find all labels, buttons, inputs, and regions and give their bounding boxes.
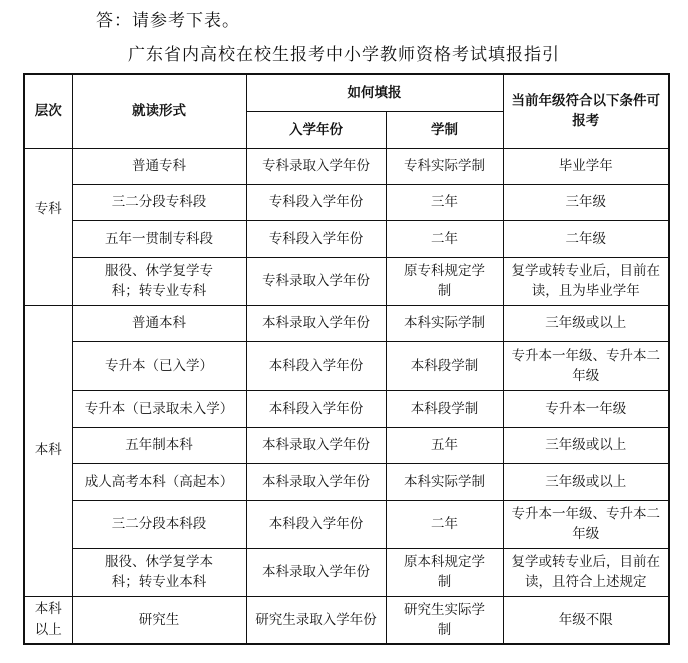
year-cell: 专科录取入学年份 xyxy=(246,257,386,305)
form-cell: 普通本科 xyxy=(72,305,246,341)
system-cell: 五年 xyxy=(386,427,503,463)
system-cell: 原本科规定学制 xyxy=(386,548,503,596)
year-cell: 本科录取入学年份 xyxy=(246,305,386,341)
table-row xyxy=(24,184,669,220)
condition-cell: 三年级或以上 xyxy=(503,427,669,463)
form-cell: 五年一贯制专科段 xyxy=(72,220,246,257)
condition-cell: 毕业学年 xyxy=(503,148,669,184)
condition-cell: 专升本一年级、专升本二年级 xyxy=(503,341,669,390)
system-cell: 研究生实际学制 xyxy=(386,596,503,644)
condition-cell: 三年级或以上 xyxy=(503,463,669,500)
table-row xyxy=(24,257,669,305)
level-cell: 专科 xyxy=(24,148,72,305)
system-cell: 原专科规定学制 xyxy=(386,257,503,305)
form-cell: 服役、休学复学本科；转专业本科 xyxy=(72,548,246,596)
table-row xyxy=(24,341,669,390)
condition-cell: 三年级或以上 xyxy=(503,305,669,341)
level-cell: 本科 xyxy=(24,305,72,596)
form-cell: 五年制本科 xyxy=(72,427,246,463)
table-row xyxy=(24,220,669,257)
year-cell: 本科录取入学年份 xyxy=(246,548,386,596)
system-cell: 二年 xyxy=(386,500,503,548)
header-level: 层次 xyxy=(24,74,72,148)
form-cell: 成人高考本科（高起本） xyxy=(72,463,246,500)
table-row xyxy=(24,548,669,596)
table-row xyxy=(24,463,669,500)
header-year: 入学年份 xyxy=(246,111,386,148)
condition-cell: 三年级 xyxy=(503,184,669,220)
year-cell: 研究生录取入学年份 xyxy=(246,596,386,644)
system-cell: 本科段学制 xyxy=(386,390,503,427)
year-cell: 本科录取入学年份 xyxy=(246,427,386,463)
year-cell: 专科录取入学年份 xyxy=(246,148,386,184)
year-cell: 专科段入学年份 xyxy=(246,220,386,257)
system-cell: 三年 xyxy=(386,184,503,220)
condition-cell: 专升本一年级 xyxy=(503,390,669,427)
form-cell: 专升本（已入学） xyxy=(72,341,246,390)
year-cell: 本科段入学年份 xyxy=(246,500,386,548)
form-cell: 三二分段本科段 xyxy=(72,500,246,548)
system-cell: 本科实际学制 xyxy=(386,463,503,500)
table-title: 广东省内高校在校生报考中小学教师资格考试填报指引 xyxy=(128,45,560,65)
level-cell: 本科以上 xyxy=(24,596,72,644)
table-row xyxy=(24,596,669,644)
header-form: 就读形式 xyxy=(72,74,246,148)
condition-cell: 年级不限 xyxy=(503,596,669,644)
condition-cell: 专升本一年级、专升本二年级 xyxy=(503,500,669,548)
system-cell: 本科实际学制 xyxy=(386,305,503,341)
table-row xyxy=(24,427,669,463)
year-cell: 本科段入学年份 xyxy=(246,341,386,390)
table-row xyxy=(24,390,669,427)
system-cell: 二年 xyxy=(386,220,503,257)
form-cell: 服役、休学复学专科；转专业专科 xyxy=(72,257,246,305)
form-cell: 普通专科 xyxy=(72,148,246,184)
condition-cell: 复学或转专业后，目前在读，且符合上述规定 xyxy=(503,548,669,596)
header-condition: 当前年级符合以下条件可报考 xyxy=(503,74,669,148)
form-cell: 三二分段专科段 xyxy=(72,184,246,220)
answer-text: 答：请参考下表。 xyxy=(96,11,240,31)
guide-table xyxy=(23,73,670,645)
header-system: 学制 xyxy=(386,111,503,148)
condition-cell: 复学或转专业后，目前在读，且为毕业学年 xyxy=(503,257,669,305)
system-cell: 专科实际学制 xyxy=(386,148,503,184)
table-row xyxy=(24,305,669,341)
system-cell: 本科段学制 xyxy=(386,341,503,390)
year-cell: 专科段入学年份 xyxy=(246,184,386,220)
table-row xyxy=(24,500,669,548)
condition-cell: 二年级 xyxy=(503,220,669,257)
year-cell: 本科段入学年份 xyxy=(246,390,386,427)
form-cell: 专升本（已录取未入学） xyxy=(72,390,246,427)
table-row xyxy=(24,148,669,184)
form-cell: 研究生 xyxy=(72,596,246,644)
year-cell: 本科录取入学年份 xyxy=(246,463,386,500)
header-how: 如何填报 xyxy=(246,74,503,111)
